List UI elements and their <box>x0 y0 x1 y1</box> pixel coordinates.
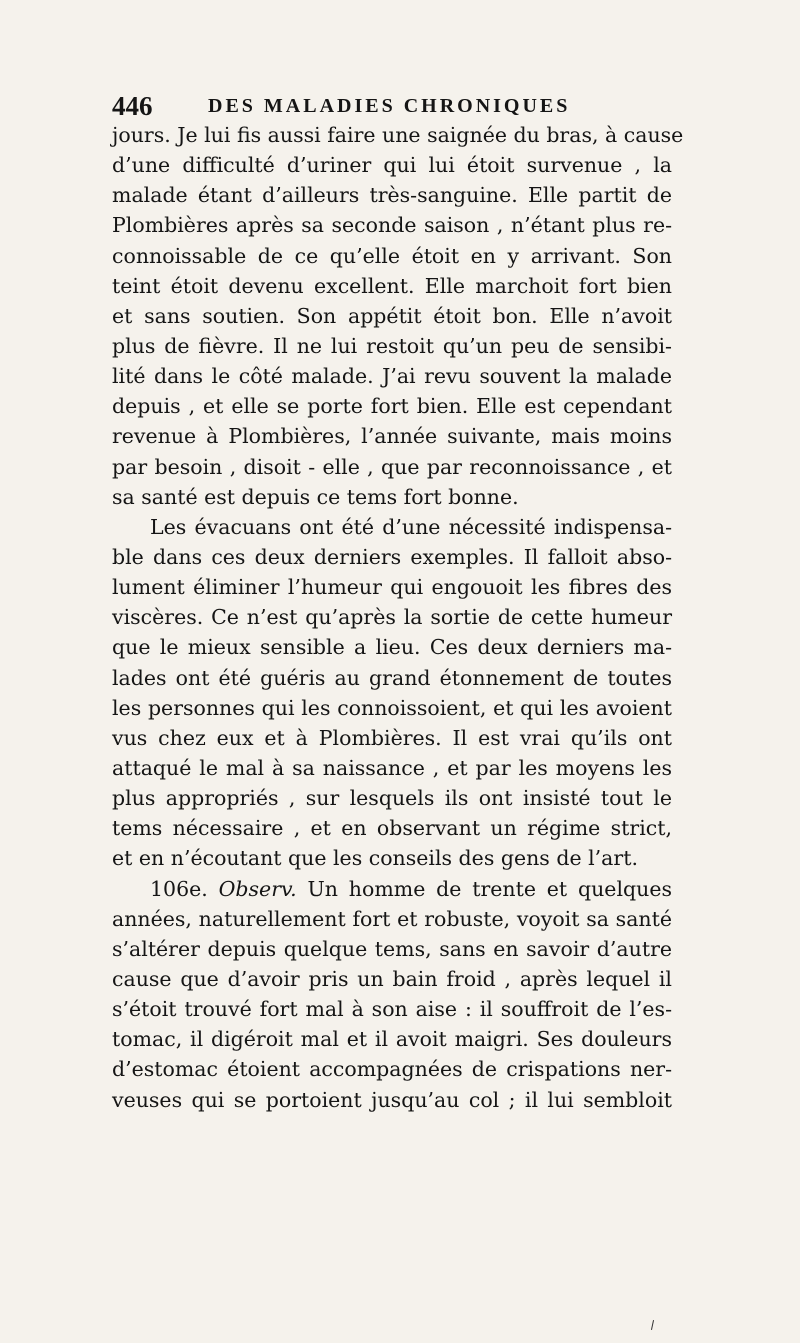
running-head <box>112 88 672 124</box>
text-line: plus appropriés , sur lesquels ils ont insisté tout le <box>112 786 672 811</box>
observation-heading-line <box>112 874 672 904</box>
paragraph-start-line: Les évacuans ont été d’une nécessité indispensa- <box>150 514 672 539</box>
text-line: connoissable de ce qu’elle étoit en y arrivant. Son <box>112 243 672 268</box>
text-line: malade étant d’ailleurs très-sanguine. Elle partit de <box>112 183 672 208</box>
page-number: 446 <box>112 91 153 121</box>
text-line: vus chez eux et à Plombières. Il est vrai qu’ils ont <box>112 725 672 750</box>
text-line: s’altérer depuis quelque tems, sans en savoir d’autre <box>112 936 672 961</box>
text-line: ble dans ces deux derniers exemples. Il falloit abso- <box>112 544 672 569</box>
text-line: d’estomac étoient accompagnées de crispations ner- <box>112 1057 672 1082</box>
text-line: s’étoit trouvé fort mal à son aise : il souffroit de l’es- <box>112 997 672 1022</box>
text-line: par besoin , disoit - elle , que par reconnoissance , et <box>112 454 672 479</box>
text-line: viscères. Ce n’est qu’après la sortie de cette humeur <box>112 605 672 630</box>
text-line: attaqué le mal à sa naissance , et par les moyens les <box>112 755 672 780</box>
text-line: tomac, il digéroit mal et il avoit maigri. Ses douleurs <box>112 1027 672 1052</box>
text-line: depuis , et elle se porte fort bien. Elle est cependant <box>112 394 672 419</box>
text-line: jours. Je lui fis aussi faire une saignée du bras, à cause <box>112 123 684 147</box>
text-line: lité dans le côté malade. J’ai revu souvent la malade <box>112 364 672 389</box>
text-line: que le mieux sensible a lieu. Ces deux derniers ma- <box>112 635 672 660</box>
text-line: plus de fièvre. Il ne lui restoit qu’un peu de sensibi- <box>112 333 672 358</box>
text-line: tems nécessaire , et en observant un régime strict, <box>112 816 672 841</box>
text-line: années, naturellement fort et robuste, voyoit sa santé <box>112 906 672 931</box>
observation-number: 106e. <box>150 876 208 901</box>
paragraph-end-line: et en n’écoutant que les conseils des gens de l’art. <box>112 846 638 871</box>
text-line: Plombières après sa seconde saison , n’étant plus re- <box>112 213 672 238</box>
text-line: teint étoit devenu excellent. Elle marchoit fort bien <box>112 273 672 298</box>
text-line: cause que d’avoir pris un bain froid , après lequel il <box>112 966 672 991</box>
text-line: les personnes qui les connoissoient, et qui les avoient <box>112 695 672 720</box>
running-title: DES MALADIES CHRONIQUES <box>208 95 571 117</box>
observation-label: Observ. <box>218 876 297 901</box>
paragraph-end-line: sa santé est depuis ce tems fort bonne. <box>112 484 519 509</box>
text-line: d’une difficulté d’uriner qui lui étoit survenue , la <box>112 153 672 178</box>
text-line: lades ont été guéris au grand étonnement de toutes <box>112 665 672 690</box>
text-line: veuses qui se portoient jusqu’au col ; il lui sembloit <box>112 1087 672 1112</box>
text-line: lument éliminer l’humeur qui engouoit les fibres des <box>112 575 672 600</box>
body-text <box>112 120 684 1115</box>
ink-mark <box>651 1320 654 1330</box>
observation-text: Un homme de trente et quelques <box>307 876 672 901</box>
text-line: revenue à Plombières, l’année suivante, mais moins <box>112 424 672 449</box>
text-line: et sans soutien. Son appétit étoit bon. Elle n’avoit <box>112 303 672 328</box>
